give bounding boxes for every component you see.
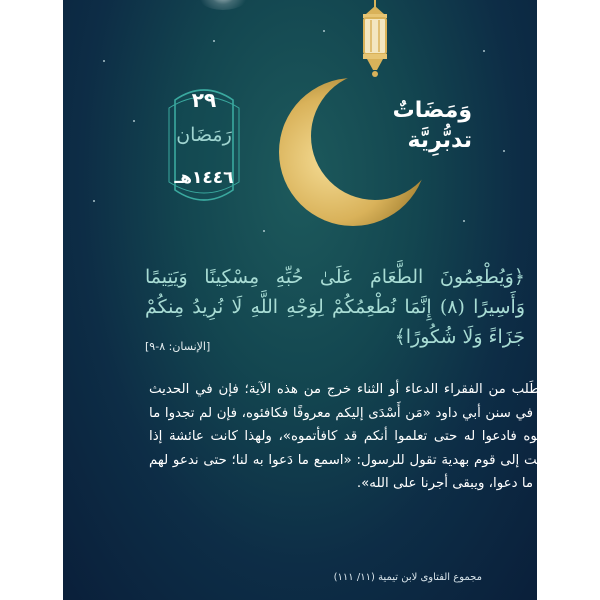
star xyxy=(133,120,135,122)
date-day: ٢٩ xyxy=(191,88,217,112)
reflection-card xyxy=(63,0,563,600)
star xyxy=(93,200,95,202)
star xyxy=(103,60,105,62)
star xyxy=(503,150,505,152)
date-month: رَمَضَان xyxy=(176,124,232,146)
star xyxy=(213,40,215,42)
lantern-icon xyxy=(358,0,392,80)
quran-verse: ﴿وَيُطْعِمُونَ الطَّعَامَ عَلَىٰ حُبِّهِ مِسْكِينًا وَيَتِيمًا وَأَسِيرًا (٨) إِنَّمَا نُطْعِمُكُمْ لِوَجْهِ اللَّهِ لَا نُرِيدُ مِنكُمْ جَزَاءً وَلَا شُكُورًا﴾ xyxy=(145,266,525,348)
star xyxy=(483,50,485,52)
star xyxy=(263,230,265,232)
verse-reference: [الإنسان: ٨-٩] xyxy=(145,340,211,353)
date-year: ١٤٤٦هـ xyxy=(174,168,234,188)
star xyxy=(323,30,325,32)
title-line-2: تدبُّرِيَّة xyxy=(407,128,472,153)
star xyxy=(463,220,465,222)
commentary-text: مَن طَلب من الفقراء الدعاء أو الثناء خرج من هذه الآية؛ فإن في الحديث الذي في سنن أبي داود «مَن أَسْدَى إليكم معروفًا فكافئوه، فإن لم تجدوا ما تكافئوه فادعوا له حتى تعلموا أنكم قد كافأتموه»، ولهذا كانت عائشة إذا أرسلت إلى قوم بهدية تقول للرسول: «اسمع ما دَعوا به لنا؛ حتى ندعو لهم بمثل ما دعوا، ويبقى أجرنا على الله». xyxy=(149,382,563,491)
title-line-1: وَمَضَاتٌ xyxy=(392,98,472,123)
moon-glow xyxy=(193,0,253,10)
source-citation: مجموع الفتاوى لابن تيمية (١١/ ١١١) xyxy=(333,572,482,583)
